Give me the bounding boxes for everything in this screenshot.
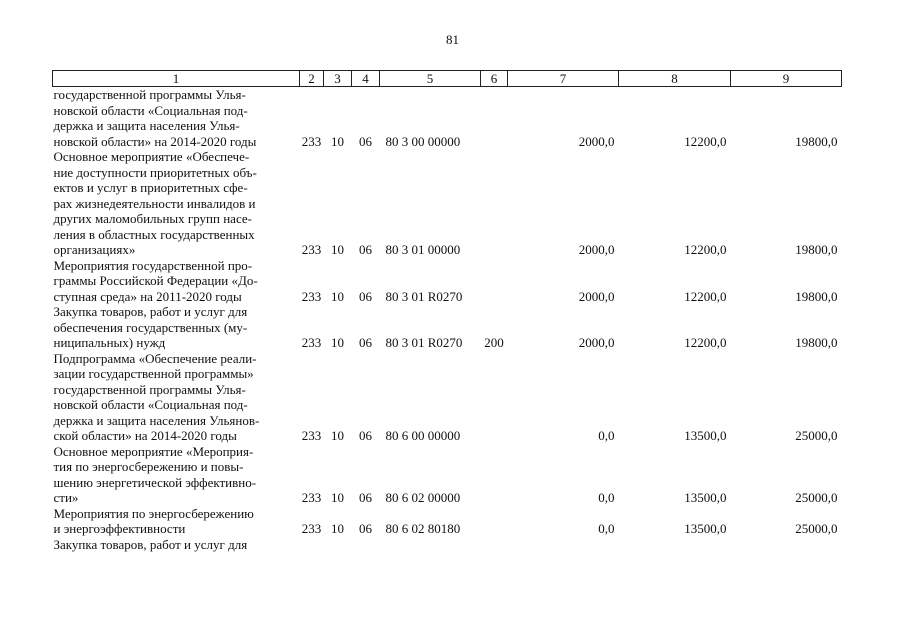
row-name-line: ние доступности приоритетных объ- [53, 164, 257, 180]
subsection-code-cell: 06 [359, 490, 372, 505]
row-name-line: и энергоэффективности [53, 521, 186, 536]
subsection-code-cell: 06 [359, 335, 372, 350]
subsection-code-cell: 06 [359, 288, 372, 304]
target-article-cell: 80 6 02 80180 [385, 521, 461, 536]
row-name-line: Закупка товаров, работ и услуг для [53, 536, 248, 552]
amount-cell-3: 25000,0 [795, 521, 838, 536]
row-name-line: новской области «Социальная под- [53, 102, 248, 118]
row-name-line: Закупка товаров, работ и услуг для [53, 304, 248, 319]
row-name-line: граммы Российской Федерации «До- [53, 273, 258, 288]
expense-type-cell [481, 506, 508, 537]
expense-type-cell [481, 258, 508, 305]
target-article-cell: 80 6 02 00000 [385, 490, 461, 505]
table-row [53, 444, 842, 506]
section-code-cell: 10 [331, 490, 344, 505]
page-number: 81 [446, 32, 459, 47]
row-name-line: новской области» на 2014-2020 годы [53, 133, 257, 149]
column-header-7: 7 [508, 71, 619, 87]
table-row [53, 258, 842, 305]
row-name-line: ления в областных государственных [53, 226, 255, 242]
row-name-line: сти» [53, 490, 79, 505]
amount-cell-2 [619, 537, 731, 553]
target-article-cell: 80 6 00 00000 [385, 428, 461, 443]
expense-type-cell [481, 351, 508, 444]
amount-cell-1: 0,0 [598, 490, 615, 505]
row-name-line: Мероприятия государственной про- [53, 257, 253, 273]
target-article-cell: 80 3 01 00000 [385, 242, 461, 257]
expense-type-cell: 200 [484, 335, 504, 350]
column-header-4: 4 [352, 71, 380, 87]
amount-cell-2: 12200,0 [684, 335, 727, 350]
row-name-line: ской области» на 2014-2020 годы [53, 428, 237, 443]
row-name-line: государственной программы Улья- [53, 381, 246, 397]
amount-cell-1: 2000,0 [578, 288, 615, 304]
table-row [53, 87, 842, 150]
row-name-line: Мероприятия по энергосбережению [53, 505, 254, 521]
column-header-8: 8 [619, 71, 731, 87]
amount-cell-1 [508, 537, 619, 553]
column-header-5: 5 [380, 71, 481, 87]
row-name-line: держка и защита населения Ульянов- [53, 412, 260, 428]
amount-cell-2: 12200,0 [684, 242, 727, 257]
row-name-line: рах жизнедеятельности инвалидов и [53, 195, 256, 211]
ministry-code-cell: 233 [301, 335, 322, 350]
row-name-line: новской области «Социальная под- [53, 397, 248, 412]
amount-cell-2: 13500,0 [684, 428, 727, 443]
row-name-line: шению энергетической эффективно- [53, 474, 257, 490]
table-header-row [53, 71, 842, 87]
target-article-cell [380, 537, 481, 553]
section-code-cell: 10 [331, 428, 344, 443]
ministry-code-cell: 233 [301, 288, 322, 304]
row-name-cell [53, 351, 300, 444]
column-header-3: 3 [324, 71, 352, 87]
row-name-line: держка и защита населения Улья- [53, 118, 240, 133]
row-name-cell [53, 506, 300, 537]
row-name-line: ектов и услуг в приоритетных сфе- [53, 180, 248, 195]
row-name-line: ниципальных) нужд [53, 335, 166, 350]
ministry-code-cell [300, 537, 324, 553]
row-name-cell [53, 537, 300, 553]
table-row [53, 537, 842, 553]
row-name-line: ступная среда» на 2011-2020 годы [53, 288, 242, 304]
row-name-cell [53, 258, 300, 305]
budget-table [52, 70, 842, 552]
column-header-9: 9 [731, 71, 842, 87]
section-code-cell: 10 [331, 288, 344, 304]
table-body [53, 87, 842, 553]
table-row [53, 506, 842, 537]
amount-cell-1: 2000,0 [578, 133, 615, 149]
column-header-6: 6 [481, 71, 508, 87]
section-code-cell: 10 [331, 133, 344, 149]
ministry-code-cell: 233 [301, 242, 322, 257]
amount-cell-1: 2000,0 [578, 335, 615, 350]
row-name-line: других маломобильных групп насе- [53, 211, 252, 226]
section-code-cell: 10 [331, 521, 344, 536]
expense-type-cell [481, 537, 508, 553]
ministry-code-cell: 233 [301, 490, 322, 505]
amount-cell-3: 19800,0 [795, 335, 838, 350]
amount-cell-3: 19800,0 [795, 242, 838, 257]
target-article-cell: 80 3 00 00000 [385, 133, 461, 149]
ministry-code-cell: 233 [301, 133, 322, 149]
amount-cell-2: 13500,0 [684, 490, 727, 505]
amount-cell-3: 25000,0 [795, 490, 838, 505]
row-name-line: обеспечения государственных (му- [53, 319, 248, 335]
subsection-code-cell: 06 [359, 133, 372, 149]
row-name-line: государственной программы Улья- [53, 87, 246, 102]
row-name-cell [53, 304, 300, 351]
amount-cell-3: 19800,0 [795, 288, 838, 304]
target-article-cell: 80 3 01 R0270 [385, 335, 463, 350]
amount-cell-3: 19800,0 [795, 133, 838, 149]
amount-cell-1: 2000,0 [578, 242, 615, 257]
row-name-line: организациях» [53, 242, 136, 257]
target-article-cell: 80 3 01 R0270 [385, 288, 463, 304]
column-header-2: 2 [300, 71, 324, 87]
ministry-code-cell: 233 [301, 428, 322, 443]
amount-cell-3 [731, 537, 842, 553]
subsection-code-cell: 06 [359, 521, 372, 536]
row-name-line: Подпрограмма «Обеспечение реали- [53, 350, 257, 366]
row-name-line: Основное мероприятие «Обеспече- [53, 149, 250, 164]
amount-cell-2: 13500,0 [684, 521, 727, 536]
row-name-line: тия по энергосбережению и повы- [53, 459, 244, 474]
subsection-code-cell: 06 [359, 242, 372, 257]
amount-cell-2: 12200,0 [684, 133, 727, 149]
subsection-code-cell [352, 537, 380, 553]
section-code-cell: 10 [331, 242, 344, 257]
table-row [53, 149, 842, 258]
row-name-cell [53, 149, 300, 258]
section-code-cell: 10 [331, 335, 344, 350]
amount-cell-3: 25000,0 [795, 428, 838, 443]
expense-type-cell [481, 87, 508, 150]
amount-cell-2: 12200,0 [684, 288, 727, 304]
expense-type-cell [481, 149, 508, 258]
column-header-1: 1 [53, 71, 300, 87]
section-code-cell [324, 537, 352, 553]
table-row [53, 351, 842, 444]
amount-cell-1: 0,0 [598, 428, 615, 443]
table-row [53, 304, 842, 351]
row-name-cell [53, 87, 300, 150]
row-name-line: Основное мероприятие «Мероприя- [53, 443, 254, 459]
subsection-code-cell: 06 [359, 428, 372, 443]
ministry-code-cell: 233 [301, 521, 322, 536]
row-name-cell [53, 444, 300, 506]
expense-type-cell [481, 444, 508, 506]
row-name-line: зации государственной программы» [53, 366, 254, 381]
amount-cell-1: 0,0 [598, 521, 615, 536]
